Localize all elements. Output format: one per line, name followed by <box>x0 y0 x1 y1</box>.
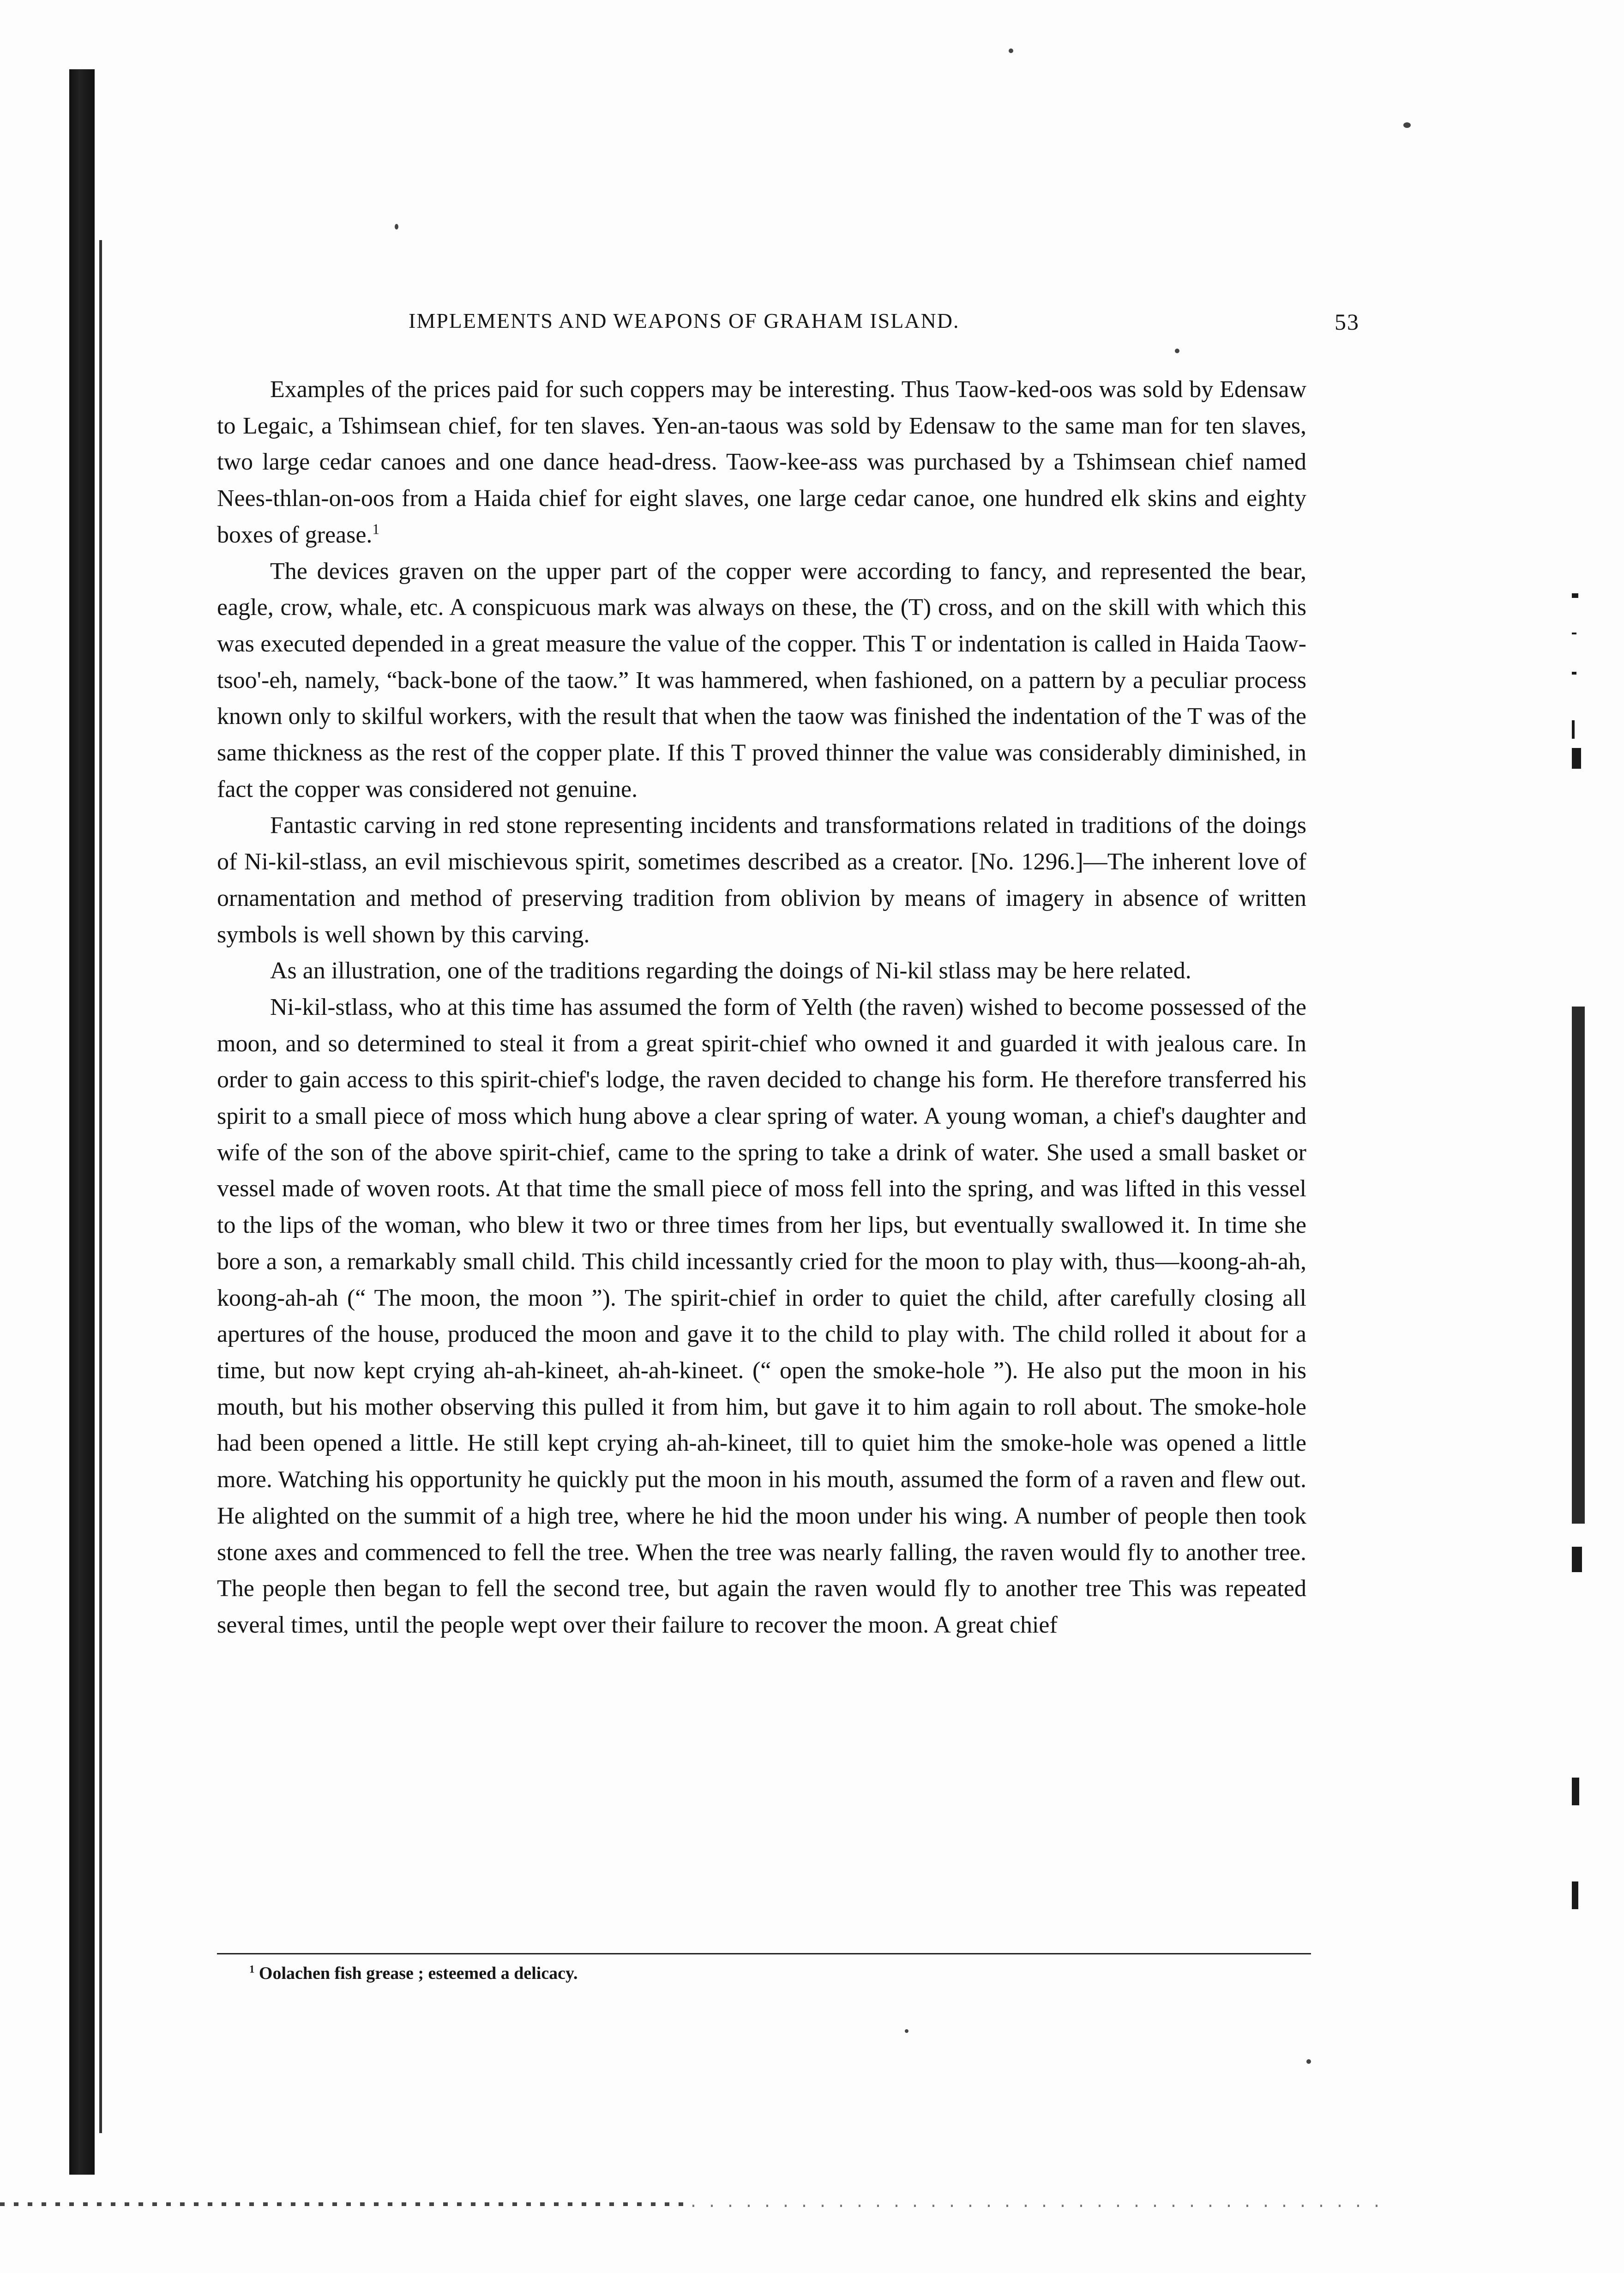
footnote-marker: 1 <box>249 1963 255 1975</box>
scan-artifact <box>1572 1778 1579 1805</box>
header-title: IMPLEMENTS AND WEAPONS OF GRAHAM ISLAND. <box>409 309 960 332</box>
footnote-text: Oolachen fish grease ; esteemed a delicacy. <box>259 1964 578 1983</box>
bottom-scan-noise <box>0 2202 692 2206</box>
book-binding-edge <box>69 69 95 2175</box>
scan-speck <box>905 2029 908 2033</box>
paragraph-copper-prices <box>217 372 1306 554</box>
scan-artifact <box>1572 1007 1585 1524</box>
body-text <box>217 372 1306 1644</box>
scan-speck <box>1009 48 1013 53</box>
paragraph-text: Examples of the prices paid for such coppers may be interesting. Thus Taow-ked-oos was sold by Edensaw to Legaic, a Tshimsean chief, for ten slaves. Yen-an-taous was sold by Edensaw to the same man for ten slaves, two large cedar canoes and one dance head-dress. Taow-kee-ass was purchased by a Tshimsean chief named Nees-thlan-on-oos from a Haida chief for eight slaves, one large cedar canoe, one hundred elk skins and eighty boxes of grease. <box>217 376 1306 548</box>
scan-artifact <box>1572 593 1578 598</box>
scan-speck <box>1175 349 1179 353</box>
binding-shadow-line <box>99 240 102 2133</box>
paragraph-raven-tradition: Ni-kil-stlass, who at this time has assumed the form of Yelth (the raven) wished to become possessed of the moon, and so determined to steal it from a great spirit-chief who owned it and guarded it with jealous care. In order to gain access to this spirit-chief's lodge, the raven decided to change his form. He therefore transferred his spirit to a small piece of moss which hung above a clear spring of water. A young woman, a chief's daughter and wife of the son of the above spirit-chief, came to the spring to take a drink of water. She used a small basket or vessel made of woven roots. At that time the small piece of moss fell into the spring, and was lifted in this vessel to the lips of the woman, who blew it two or three times from her lips, but eventually swallowed it. In time she bore a son, a remarkably small child. This child incessantly cried for the moon to play with, thus—koong-ah-ah, koong-ah-ah (“ The moon, the moon ”). The spirit-chief in order to quiet the child, after carefully closing all apertures of the house, produced the moon and gave it to the child to play with. The child rolled it about for a time, but now kept crying ah-ah-kineet, ah-ah-kineet. (“ open the smoke-hole ”). He also put the moon in his mouth, but his mother observing this pulled it from him, but gave it to him again to roll about. The smoke-hole had been opened a little. He still kept crying ah-ah-kineet, till to quiet him the smoke-hole was opened a little more. Watching his opportunity he quickly put the moon in his mouth, assumed the form of a raven and flew out. He alighted on the summit of a high tree, where he hid the moon under his wing. A number of people then took stone axes and commenced to fell the tree. When the tree was nearly falling, the raven would fly to another tree. The people then began to fell the second tree, but again the raven would fly to another tree This was repeated several times, until the people wept over their failure to recover the moon. A great chief <box>217 994 1306 1638</box>
scan-speck <box>1306 2059 1311 2064</box>
paragraph-illustration-intro: As an illustration, one of the traditions regarding the doings of Ni-kil stlass may be here related. <box>270 958 1191 984</box>
scan-speck <box>395 224 398 229</box>
scan-speck <box>1403 122 1411 128</box>
bottom-scan-noise <box>692 2205 1385 2207</box>
scan-artifact <box>1572 1881 1578 1909</box>
page-number: 53 <box>1335 309 1359 335</box>
footnote-divider <box>217 1953 1311 1954</box>
paragraph-copper-devices: The devices graven on the upper part of the copper were according to fancy, and represented the bear, eagle, crow, whale, etc. A conspicuous mark was always on these, the (T) cross, and on the skill with which this was executed depended in a great measure the value of the copper. This T or indentation is called in Haida Taow-tsoo'-eh, namely, “back-bone of the taow.” It was hammered, when fashioned, on a pattern by a peculiar process known only to skilful workers, with the result that when the taow was finished the indentation of the T was of the same thickness as the rest of the copper plate. If this T proved thinner the value was considerably diminished, in fact the copper was considered not genuine. <box>217 558 1306 802</box>
scan-artifact <box>1572 748 1581 769</box>
scan-artifact <box>1572 633 1576 634</box>
scan-artifact <box>1572 720 1575 739</box>
paragraph-carving-description: Fantastic carving in red stone representing incidents and transformations related in traditions of the doings of Ni-kil-stlass, an evil mischievous spirit, sometimes described as a creator. [No. 1296.]—The inherent love of ornamentation and method of preserving tradition from oblivion by means of imagery in absence of written symbols is well shown by this carving. <box>217 812 1306 948</box>
scan-artifact <box>1572 672 1576 675</box>
footnote-reference: 1 <box>372 521 380 537</box>
footnote <box>249 1963 1265 1984</box>
running-header <box>409 308 1359 345</box>
scan-artifact <box>1572 1547 1582 1572</box>
